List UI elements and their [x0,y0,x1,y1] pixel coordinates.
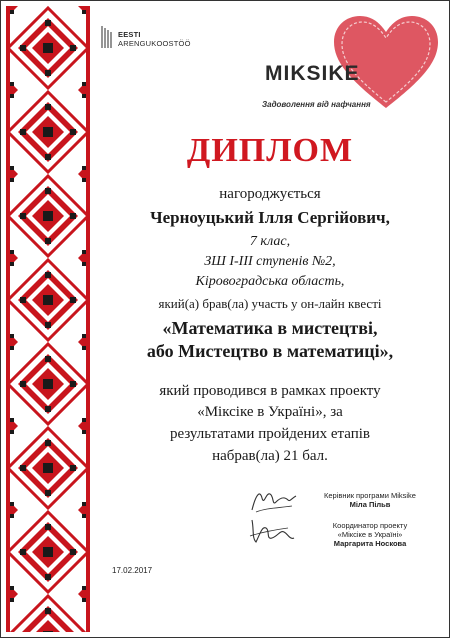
signature-2-icon [244,514,298,548]
participation-text: який(а) брав(ла) участь у он-лайн квесті [158,296,382,311]
signatory-1-name: Міла Пільв [349,500,391,509]
body-line4: набрав(ла) 21 бал. [212,448,328,464]
miksike-slogan: Задоволення від нафчання [262,100,371,109]
quest-title-line2: або Мистецтво в математиці», [146,341,394,361]
embroidery-ornament [6,6,90,632]
signatory-2-role-line2: «Міксіке в Україні» [337,530,403,539]
eesti-arengukoostoo-logo [100,24,210,54]
logo-line2: ARENGUKOOSTÖÖ [118,39,191,48]
signatory-2-role-line1: Координатор проекту [332,521,408,530]
region-text: Кіровоградська область, [195,274,345,289]
body-line1: який проводився в рамках проекту [159,383,381,399]
recipient-name: Черноуцький Ілля Сергійович, [150,208,390,227]
logo-lines-icon [100,26,112,48]
awarded-text: нагороджується [219,186,321,202]
signatory-1-role: Керівник програми Miksike [324,491,416,500]
school-text: ЗШ І-ІІІ ступенів №2, [204,254,336,269]
signatory-1 [300,491,440,509]
quest-title-line1: «Математика в мистецтві, [162,318,378,338]
miksike-logo-text: MIKSIKE [265,62,360,85]
grade-text: 7 клас, [249,234,291,249]
signature-1-icon [246,484,300,518]
body-line2: «Міксіке в Україні», за [197,404,343,420]
body-line3: результатами пройдених етапів [169,426,370,442]
signatory-2-name: Маргарита Носкова [333,539,407,548]
signatory-2 [300,521,440,548]
issue-date: 17.02.2017 [112,566,153,575]
diploma-title: ДИПЛОМ [186,132,354,169]
logo-line1: EESTI [118,30,141,39]
